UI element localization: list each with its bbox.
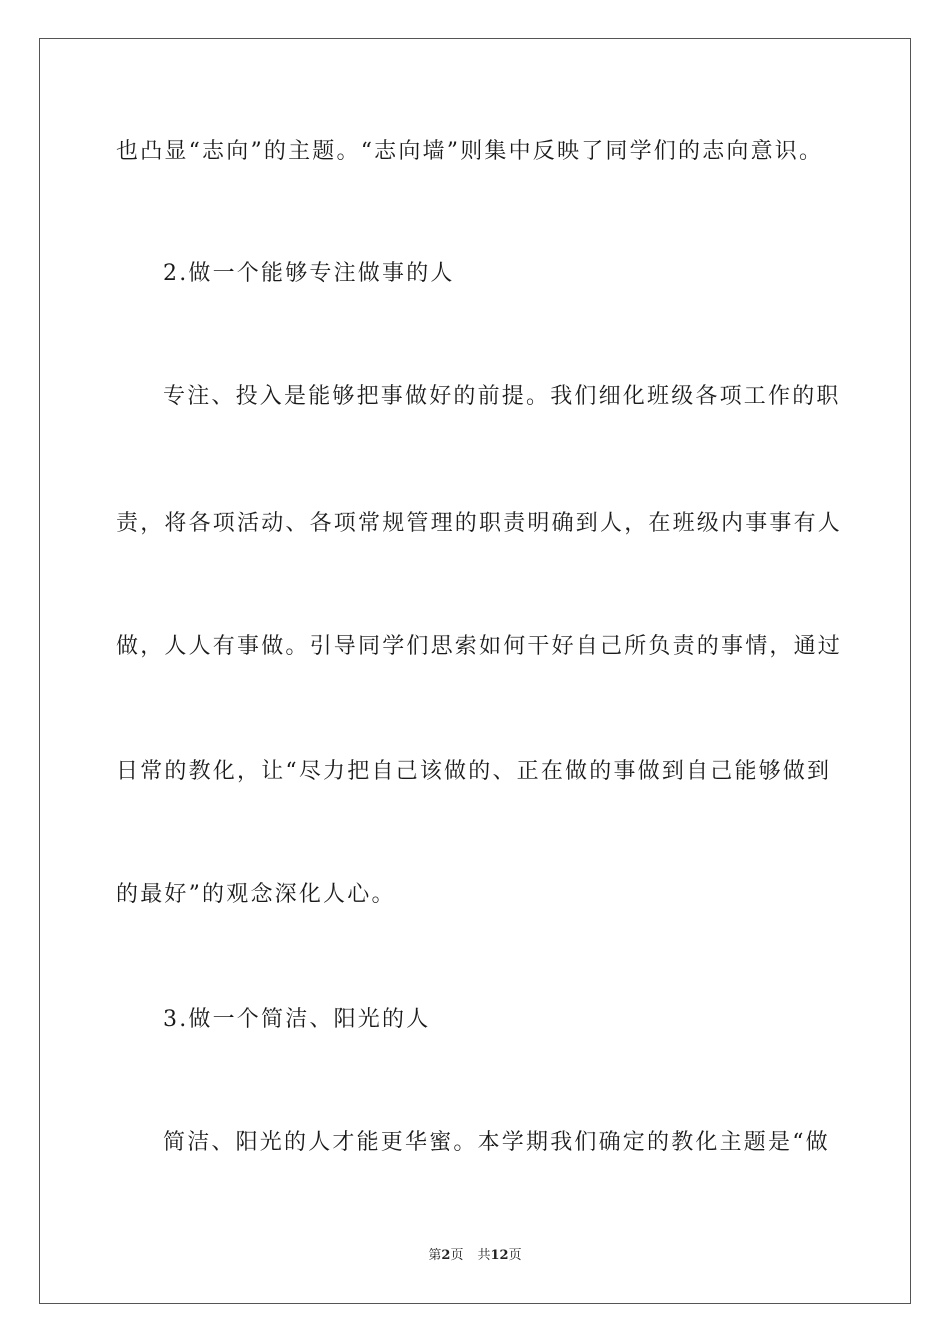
total-pages-number: 12 xyxy=(490,1248,509,1263)
paragraph-line-4: 日常的教化，让“尽力把自己该做的、正在做的事做到自己能够做到 xyxy=(116,759,832,784)
footer-page-suffix: 页 xyxy=(450,1248,464,1263)
paragraph-line-2: 责，将各项活动、各项常规管理的职责明确到人，在班级内事事有人 xyxy=(116,511,843,536)
paragraph-line-6: 简洁、阳光的人才能更华蜜。本学期我们确定的教化主题是“做 xyxy=(163,1130,830,1155)
paragraph-line-3: 做，人人有事做。引导同学们思索如何干好自己所负责的事情，通过 xyxy=(116,634,843,659)
paragraph-line-5: 的最好”的观念深化人心。 xyxy=(116,882,396,907)
footer-prefix: 第 xyxy=(428,1248,442,1263)
body-line-1: 也凸显“志向”的主题。“志向墙”则集中反映了同学们的志向意识。 xyxy=(116,139,824,164)
current-page-number: 2 xyxy=(441,1248,451,1263)
paragraph-line-1: 专注、投入是能够把事做好的前提。我们细化班级各项工作的职 xyxy=(163,384,841,409)
footer-total-suffix: 页 xyxy=(508,1248,522,1263)
section-heading-2: 2.做一个能够专注做事的人 xyxy=(163,261,455,286)
footer-total-prefix: 共 xyxy=(477,1248,491,1263)
section-heading-3: 3.做一个简洁、阳光的人 xyxy=(163,1007,431,1032)
page-footer xyxy=(0,1247,950,1265)
page-frame xyxy=(39,38,911,1304)
